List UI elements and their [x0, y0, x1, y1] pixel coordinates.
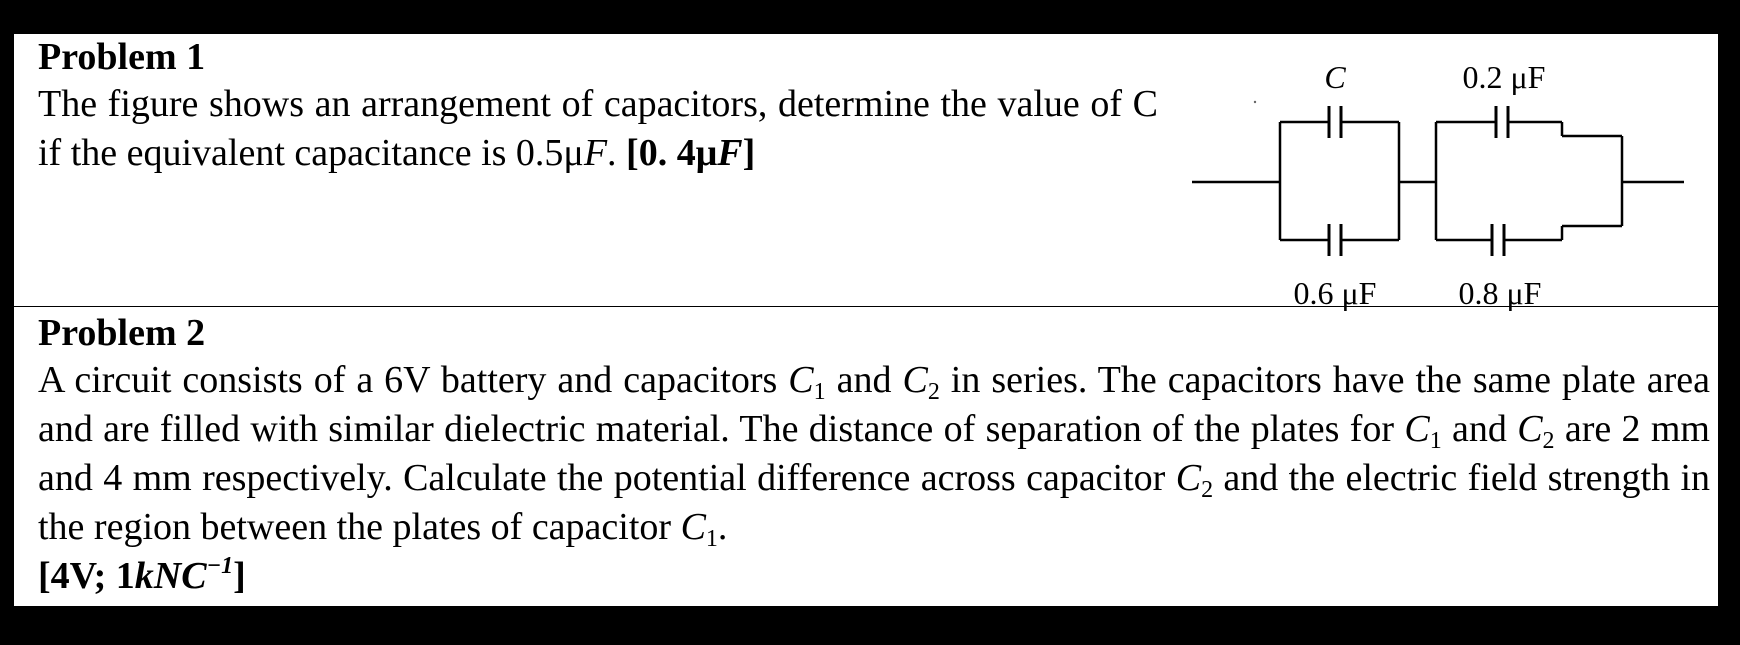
problem-1-answer — [626, 132, 755, 174]
problem-1-heading: Problem 1 — [38, 36, 206, 78]
answer-prefix: [4V; 1 — [38, 555, 135, 597]
answer-unit: kNC — [134, 555, 207, 597]
var-C: C — [1175, 457, 1202, 499]
sub-1: 1 — [1429, 428, 1442, 454]
label-C: C — [1324, 59, 1346, 95]
problem-1 — [38, 34, 1158, 178]
problem-1-statement: The figure shows an arrangement of capacitors, determine the value of C if the equivalent capacitance is 0.5μ — [38, 83, 1158, 174]
var-C: C — [788, 359, 814, 401]
answer-unit: F — [717, 132, 743, 174]
var-C: C — [902, 359, 928, 401]
unit-F: F — [583, 132, 608, 174]
problem-2-text-part: are 2 mm and 4 mm respectively. Calculate the potential difference across capacitor — [38, 408, 1710, 499]
problem-1-text — [38, 80, 1158, 178]
answer-exponent: −1 — [206, 553, 234, 579]
answer-bracket-close: ] — [742, 132, 756, 174]
answer-value: 0. 4μ — [638, 132, 718, 174]
answer-bracket-open: [ — [626, 132, 639, 174]
problem-2-heading: Problem 2 — [38, 312, 206, 354]
document-page — [12, 34, 1720, 606]
sub-2: 2 — [927, 379, 940, 405]
problem-2-text-part: and the electric field strength in the region between the plates of capacitor — [38, 457, 1710, 548]
problem-2 — [38, 310, 1710, 601]
stray-dot — [1254, 101, 1256, 103]
problem-2-answer — [38, 552, 1710, 601]
problem-2-text — [38, 356, 1710, 552]
problem-2-text-part: in series. The capacitors have the same plate area and are filled with similar dielectric material. The distance of separation of the plates for — [38, 359, 1711, 450]
var-C: C — [1517, 408, 1543, 450]
sub-1: 1 — [813, 379, 826, 405]
period: . — [607, 132, 617, 174]
sub-1: 1 — [705, 526, 718, 552]
sub-2: 2 — [1542, 428, 1555, 454]
label-0-6-uF: 0.6 μF — [1293, 275, 1377, 311]
and-text: and — [1441, 408, 1518, 450]
divider-line — [14, 306, 1718, 307]
period: . — [717, 506, 728, 548]
sub-2: 2 — [1201, 477, 1214, 503]
problem-2-text-part: A circuit consists of a 6V battery and capacitors — [38, 359, 789, 401]
var-C: C — [1404, 408, 1430, 450]
and-text: and — [825, 359, 903, 401]
capacitor-circuit-diagram — [1192, 54, 1692, 314]
var-C: C — [680, 506, 706, 548]
label-0-2-uF: 0.2 μF — [1462, 59, 1546, 95]
label-0-8-uF: 0.8 μF — [1458, 275, 1542, 311]
answer-bracket-close: ] — [233, 555, 246, 597]
